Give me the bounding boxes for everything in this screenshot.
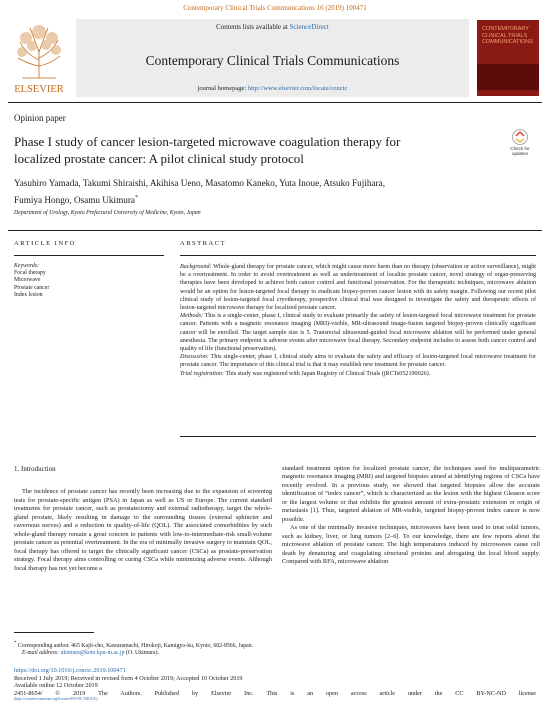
section-type: Opinion paper — [14, 113, 66, 123]
available-online: Available online 12 October 2019 — [14, 682, 98, 690]
abstract-text: This single-center, phase I, clinical study aims to evaluate the safety and efficacy of lesion-targeted focal microwave treatment for prostate cancer. The importance of this clinical trial is that it may establish new treatment for prostate cancer. — [180, 354, 536, 369]
body-paragraph: standard treatment option for localized prostate cancer, the techniques used for multiparametric magnetic resonance imaging (MRI) and targeted biopsies aimed at identifying regions of CSCa have recently evolved. In a previous study, we showed that targeted biopsies allow the accurate identification of “index cancer”, which is characterized as the lesion with the highest Gleason score or the largest volume or that exhibits the greatest amount of extra-prostatic extension or origin of metastasis [1]. Thus, targeted ablation of MR-visible, targeted biopsy-proven index cancer is now possible. — [282, 465, 540, 523]
abstract-end-rule — [180, 436, 536, 437]
abstract-heading: ABSTRACT — [180, 240, 226, 247]
check-updates-line1: Check for — [510, 146, 530, 151]
publication-info — [14, 667, 536, 702]
body-column-left — [14, 465, 272, 573]
elsevier-logo-text: ELSEVIER — [14, 84, 64, 95]
contents-prefix: Contents lists available at — [216, 23, 290, 31]
footnote-line — [14, 640, 253, 650]
footnote-text: Corresponding author. 465 Kajii-cho, Kawaramachi, Hirokoji, Kamigyo-ku, Kyoto, 602-8566, Japan. — [16, 642, 254, 649]
elsevier-logo — [8, 20, 70, 96]
sciencedirect-link[interactable]: ScienceDirect — [289, 23, 329, 31]
email-line — [14, 650, 253, 658]
keyword-item: Focal therapy — [14, 270, 46, 277]
contents-line — [76, 23, 469, 31]
authors-text: Yasuhiro Yamada, Takumi Shiraishi, Akihisa Ueno, Masatomo Kaneko, Yuta Inoue, Atsuko Fujihara, Fumiya Hongo, Osamu Ukimura — [14, 178, 385, 205]
abstract-label: Trial registration: — [180, 370, 224, 377]
affiliation: Department of Urology, Kyoto Prefectural University of Medicine, Kyoto, Japan — [14, 210, 201, 216]
article-info-heading: ARTICLE INFO — [14, 240, 76, 247]
keywords-block — [14, 263, 49, 299]
article-title: Phase I study of cancer lesion-targeted microwave coagulation therapy for localized prostate cancer: A pilot clinical study protocol — [14, 134, 401, 166]
cover-band — [477, 64, 539, 90]
doi-link[interactable]: https://doi.org/10.1016/j.conctc.2019.100471 — [14, 667, 126, 674]
email-link[interactable]: ukimura@koto.kpu-m.ac.jp — [60, 650, 125, 657]
abstract-paragraph — [180, 370, 536, 378]
abstract-text: This is a single-center, phase I, clinical study to evaluate primarily the safety of lesion-targeted focal microwave treatment for prostate cancer. Patients with a magnetic resonance imaging (MRI)-visible, MR-ultrasound image-fusion targeted biopsy-proven clinically significant cancer will be enrolled. The target sample size is 5. Transrectal ultrasound-guided focal microwave ablation will be performed under general anesthesia. The primary endpoint is adverse events after microwave focal therapy. Secondary endpoint includes to assess both cancer control and quality of life (functional preservation). — [180, 313, 536, 353]
info-rule — [8, 230, 542, 231]
corresponding-footnote — [14, 640, 253, 658]
license-line: 2451-8654/ © 2019 The Authors. Published by Elsevier Inc. This is an open access article under the CC BY-NC-ND license — [14, 689, 536, 697]
keyword-item: Index lesion — [14, 291, 43, 298]
homepage-prefix: journal homepage: — [197, 85, 248, 92]
keyword-item: Microwave — [14, 277, 41, 284]
section-title-introduction: 1. Introduction — [14, 465, 56, 473]
keywords-label: Keywords: — [14, 263, 39, 269]
abstract-paragraph — [180, 263, 536, 312]
cover-title: CONTEMPORARY CLINICAL TRIALS COMMUNICATIONS — [482, 26, 533, 45]
abstract-rule — [180, 255, 536, 256]
received-dates: Received 1 July 2019; Received in revised form 4 October 2019; Accepted 10 October 2019 — [14, 674, 243, 682]
abstract-text: This study was registered with Japan Registry of Clinical Trials (jRCTs052190026). — [225, 370, 431, 377]
abstract-body — [180, 263, 536, 378]
keyword-item: Prostate cancer — [14, 284, 50, 291]
abstract-label: Background: — [180, 264, 212, 270]
check-updates-icon — [500, 128, 540, 158]
journal-header — [76, 19, 469, 97]
email-label: E-mail address: — [22, 650, 61, 657]
journal-citation[interactable]: Contemporary Clinical Trials Communications 16 (2019) 100471 — [183, 4, 367, 12]
body-column-right — [282, 465, 540, 566]
check-for-updates-badge[interactable] — [500, 128, 540, 158]
journal-cover-thumbnail[interactable] — [477, 20, 539, 96]
journal-name: Contemporary Clinical Trials Communications — [145, 53, 400, 68]
abstract-paragraph — [180, 312, 536, 353]
body-paragraph: As one of the minimally invasive techniques, microwaves have been used to treat solid tumors, such as kidney, liver, or lung tumors [2–6]. To our knowledge, there are few reports about the microwave ablation of prostate cancer. The high temperatures induced by microwaves cause cell death by denaturing and coagulating structural proteins and abrogating the local blood supply. Compared with RFA, microwave ablation — [282, 524, 540, 565]
body-paragraph: The incidence of prostate cancer has recently been increasing due to the expansion of screening tests for prostate-specific antigen (PSA) in Japan as well as US or Europe. The current standard treatments for prostate cancer, such as prostatectomy and external radiotherapy, target the whole-gland prostate, likely resulting in damage to the surrounding tissues (external sphincter and cavernous nerves) and a reduction in quality-of-life (QOL). The associated comorbidities by such whole-gland therapy remain a great concern to patients with low-to-intermediate-risk small-volume prostate cancer as potential overtreatment. In the era of minimally invasive surgery to maintain QOL, focal therapy has offered to target the clinically significant cancer (CSCa) as prostate-preservation strategy. Focal therapy aims controlling or curing CSCa while minimizing adverse events. Although focal therapy has not yet become a — [14, 488, 272, 572]
footnote-mark: * — [14, 641, 17, 646]
abstract-label: Methods: — [180, 313, 204, 320]
corresponding-mark[interactable]: * — [134, 194, 138, 201]
abstract-paragraph — [180, 353, 536, 369]
abstract-text: Whole-gland therapy for prostate cancer, which might cause more harm than no therapy (observation or active surveillance), might be a overtreatment. In order to avoid overtreatment as well as undertreatment of localize prostate cancer, novel strategy of organ-preserving therapies have been developed to achieve both cancer control and functional preservation. For the therapeutic techniques, microwave ablation would be an option for lesion-targeted focal therapy to eradicate biopsy-proven cancer lesion with its safety margin. Following our recent pilot clinical study of lesion-targeted focal cryotherapy, prospective clinical trial was designed to investigate the safety and therapeutic effects of lesion-targeted microwave therapy for localized prostate cancer. — [180, 264, 537, 312]
keywords-rule — [14, 255, 164, 256]
abstract-label: Discussion: — [180, 354, 209, 361]
footnote-rule — [14, 632, 94, 633]
email-suffix: (O. Ukimura). — [124, 650, 159, 657]
homepage-link[interactable]: http://www.elsevier.com/locate/conctc — [247, 85, 348, 92]
journal-homepage — [76, 85, 469, 92]
license-url[interactable]: (http://creativecommons.org/licenses/BY-NC-ND/4.0/). — [14, 697, 99, 702]
header-rule — [8, 102, 542, 103]
author-list — [14, 176, 414, 207]
check-updates-line2: updates — [511, 151, 529, 156]
